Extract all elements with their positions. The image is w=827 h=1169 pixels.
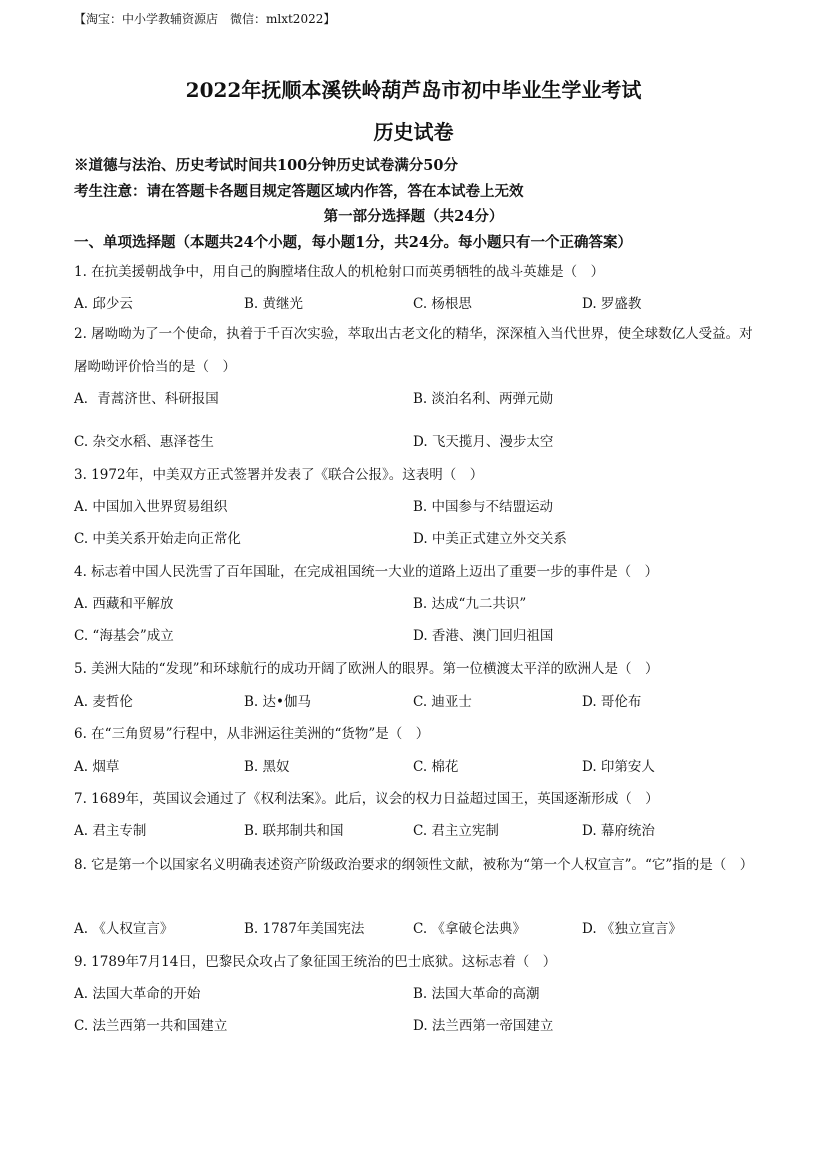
option: A. 君主专制 — [74, 823, 147, 839]
option: D. 飞天揽月、漫步太空 — [413, 434, 554, 450]
option: B. 达•伽马 — [244, 694, 311, 710]
option: B. 淡泊名利、两弹元勋 — [413, 391, 554, 407]
option-row — [74, 686, 754, 719]
exam-title: 2022年抚顺本溪铁岭葫芦岛市初中毕业生学业考试 — [185, 78, 642, 102]
question-stem: 7. 1689年，英国议会通过了《权利法案》。此后，议会的权力日益超过国王，英国逐渐形成（ ） — [74, 791, 659, 807]
option: B. 1787年美国宪法 — [244, 921, 365, 937]
option: B. 法国大革命的高潮 — [413, 986, 540, 1002]
option-row — [74, 978, 754, 1011]
option: A．青蒿济世、科研报国 — [74, 391, 219, 407]
option: C. “海基会”成立 — [74, 628, 174, 644]
option-row — [74, 620, 754, 653]
option: A. 《人权宣言》 — [74, 921, 174, 937]
option: C. 棉花 — [413, 759, 459, 775]
option-row — [74, 588, 754, 621]
option-row — [74, 1010, 754, 1043]
option-row — [74, 815, 754, 848]
exam-subtitle: 历史试卷 — [373, 120, 454, 144]
option-row — [74, 288, 754, 321]
option-row — [74, 523, 754, 556]
option: D. 罗盛教 — [582, 296, 642, 312]
option: C. 法兰西第一共和国建立 — [74, 1018, 228, 1034]
question-stem: 9. 1789年7月14日，巴黎民众攻占了象征国王统治的巴士底狱。这标志着（ ） — [74, 954, 557, 970]
option: A. 法国大革命的开始 — [74, 986, 201, 1002]
option: D. 《独立宣言》 — [582, 921, 682, 937]
option: D. 中美正式建立外交关系 — [413, 531, 567, 547]
option: A. 西藏和平解放 — [74, 596, 174, 612]
option: A. 烟草 — [74, 759, 120, 775]
question-stem: 2. 屠呦呦为了一个使命，执着于千百次实验，萃取出古老文化的精华，深深植入当代世界，使全球数亿人受益。对屠呦呦评价恰当的是（ ） — [74, 326, 753, 375]
question-stem: 4. 标志着中国人民洗雪了百年国耻，在完成祖国统一大业的道路上迈出了重要一步的事件是（ ） — [74, 564, 659, 580]
option-row — [74, 383, 754, 416]
option: B. 中国参与不结盟运动 — [413, 499, 554, 515]
exam-notice-answer: 考生注意：请在答题卡各题目规定答题区域内作答，答在本试卷上无效 — [74, 183, 524, 200]
option: C. 杂交水稻、惠泽苍生 — [74, 434, 214, 450]
option: B. 黄继光 — [244, 296, 304, 312]
part-title: 第一部分选择题（共24分） — [323, 208, 504, 225]
question-stem: 8. 它是第一个以国家名义明确表述资产阶级政治要求的纲领性文献，被称为“第一个人权宣言”。“它”指的是（ ） — [74, 857, 754, 873]
option-row — [74, 913, 754, 946]
option: C. 《拿破仑法典》 — [413, 921, 526, 937]
option: C. 杨根思 — [413, 296, 472, 312]
option: A. 中国加入世界贸易组织 — [74, 499, 228, 515]
option: C. 中美关系开始走向正常化 — [74, 531, 241, 547]
page-header: 【淘宝：中小学教辅资源店 微信：mlxt2022】 — [74, 12, 336, 26]
option: C. 迪亚士 — [413, 694, 472, 710]
option: B. 联邦制共和国 — [244, 823, 344, 839]
question-stem: 5. 美洲大陆的“发现”和环球航行的成功开阔了欧洲人的眼界。第一位横渡太平洋的欧洲人是（ ） — [74, 661, 659, 677]
question-stem: 6. 在“三角贸易”行程中，从非洲运往美洲的“货物”是（ ） — [74, 726, 430, 742]
option: B. 达成“九二共识” — [413, 596, 527, 612]
option-row — [74, 426, 754, 459]
question-stem: 3. 1972年，中美双方正式签署并发表了《联合公报》。这表明（ ） — [74, 467, 484, 483]
option: D. 哥伦布 — [582, 694, 642, 710]
option: D. 幕府统治 — [582, 823, 655, 839]
option: C. 君主立宪制 — [413, 823, 499, 839]
option: B. 黑奴 — [244, 759, 290, 775]
option: D. 法兰西第一帝国建立 — [413, 1018, 554, 1034]
option: D. 香港、澳门回归祖国 — [413, 628, 554, 644]
exam-notice-time: ※道德与法治、历史考试时间共100分钟历史试卷满分50分 — [74, 157, 458, 174]
question-stem: 1. 在抗美援朝战争中，用自己的胸膛堵住敌人的机枪射口而英勇牺牲的战斗英雄是（ ） — [74, 264, 605, 280]
option-row — [74, 491, 754, 524]
option: D. 印第安人 — [582, 759, 655, 775]
option-row — [74, 751, 754, 784]
option: A. 邱少云 — [74, 296, 133, 312]
section-title: 一、单项选择题（本题共24个小题，每小题1分，共24分。每小题只有一个正确答案） — [74, 234, 632, 251]
option: A. 麦哲伦 — [74, 694, 133, 710]
